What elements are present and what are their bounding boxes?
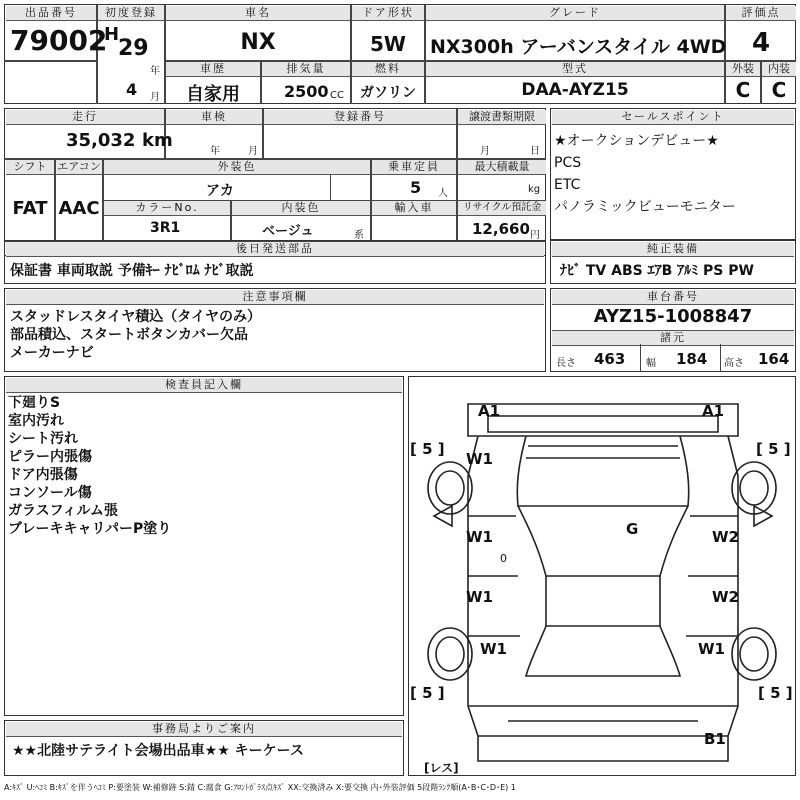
later-text: 保証書 車両取説 予備ｷｰ ﾅﾋﾞﾛﾑ ﾅﾋﾞ取説 (10, 263, 254, 279)
int-grade: C (771, 78, 787, 102)
chassis-label: 車台番号 (552, 290, 794, 305)
score-label: 評価点 (726, 6, 796, 21)
inspect-year-unit: 年 (210, 146, 220, 157)
reg-month: 4 (126, 80, 138, 99)
fuel-label: 燃料 (352, 62, 424, 77)
colorno-label: カラーNo. (104, 201, 230, 216)
era: H (104, 24, 120, 45)
reg-year: 29 (118, 36, 149, 61)
grade: NX300h アーバンスタイル 4WD (430, 36, 727, 58)
history-label: 車歴 (166, 62, 260, 77)
color-label: 外装色 (104, 160, 370, 175)
spare-tire: [レス] (424, 761, 459, 775)
sales-point-item: ★オークションデビュー★ (554, 133, 719, 149)
mark-w1-rl: W1 (480, 640, 507, 658)
name-label: 車名 (166, 6, 350, 21)
month-unit: 月 (150, 92, 160, 103)
aircon: AAC (58, 198, 100, 219)
ac-label: エアコン (57, 160, 101, 173)
inspector-line-item: シート汚れ (8, 431, 78, 447)
recycle: 12,660 (472, 220, 530, 238)
recycle-unit: 円 (530, 230, 540, 241)
door-label: ドア形状 (352, 6, 424, 21)
year-unit: 年 (150, 66, 160, 77)
legend: A:ｷｽﾞ U:ﾍｺﾐ B:ｷｽﾞを伴うﾍｺﾐ P:要塗装 W:補修跡 S:錆 C:腐食 G:ﾌﾛﾝﾄｶﾞﾗｽ点ｷｽﾞ XX:交換済み X:要交換 内･外装評価 5段階ﾗﾝｸ順(A･B･C･D･E) 1 (4, 783, 516, 792)
sales-label: セールスポイント (552, 110, 794, 125)
inspector-line-item: 室内汚れ (8, 413, 64, 429)
mark-front-l: A1 (478, 402, 501, 420)
intcolor-label: 内装色 (232, 201, 370, 216)
chassis-number: AYZ15-1008847 (593, 306, 753, 327)
equip-label: 純正装備 (552, 242, 794, 257)
shift-label: シフト (6, 160, 54, 175)
int-color: ベージュ (262, 224, 314, 239)
inspector-list (8, 394, 171, 538)
inspect-label: 車検 (166, 110, 262, 125)
inspector-line-item: ガラスフィルム張 (8, 503, 118, 519)
transfer-day: 日 (530, 146, 540, 157)
transfer-label: 譲渡書類期限 (458, 110, 546, 125)
fuel: ガソリン (360, 85, 416, 101)
equip-text: ﾅﾋﾞ TV ABS ｴｱB ｱﾙﾐ PS PW (560, 263, 754, 279)
mileage-unit: km (142, 130, 173, 151)
intcolor-unit: 系 (354, 230, 364, 241)
import-label: 輸入車 (372, 201, 456, 216)
width: 184 (676, 350, 708, 368)
inspector-line-item: コンソール傷 (8, 485, 92, 501)
mark-w1-fl: W1 (466, 450, 493, 468)
mileage: 35,032 (66, 130, 136, 151)
cap-label: 乗車定員 (372, 160, 456, 175)
lot-label: 出品番号 (6, 6, 96, 21)
length: 463 (594, 350, 626, 368)
load-unit: kg (528, 184, 541, 195)
grade-label: グレード (426, 6, 724, 21)
disp-unit: CC (330, 90, 344, 101)
sales-point-item: PCS (554, 155, 582, 171)
mark-b1: B1 (704, 730, 726, 748)
history: 自家用 (186, 84, 240, 105)
color-no: 3R1 (150, 220, 181, 236)
notes-list (10, 308, 261, 362)
car-name: NX (240, 30, 276, 55)
load-label: 最大積載量 (458, 160, 546, 175)
mark-w1-l2: W1 (466, 528, 493, 546)
disp-label: 排気量 (262, 62, 350, 77)
inspector-line-item: ブレーキキャリパーP塗り (8, 521, 172, 537)
len-label: 長さ (556, 358, 576, 369)
mark-w1-l3: W1 (466, 588, 493, 606)
ext-grade: C (735, 78, 751, 102)
recycle-label: リサイクル預託金 (458, 201, 546, 216)
spec-label: 諸元 (552, 330, 794, 346)
sales-list (554, 130, 736, 218)
car-diagram (408, 376, 796, 776)
note-line-item: メーカーナビ (10, 345, 94, 361)
ext-color: アカ (206, 183, 234, 199)
later-label: 後日発送部品 (6, 242, 544, 257)
inspect-month-unit: 月 (248, 146, 258, 157)
inspector-line-item: ピラー内張傷 (8, 449, 92, 465)
inspector-line-item: 下廻りS (8, 395, 61, 411)
mileage-label: 走行 (6, 110, 164, 125)
height: 164 (758, 350, 790, 368)
note-line-item: 部品積込、スタートボタンカバー欠品 (10, 327, 248, 343)
capacity: 5 (410, 178, 422, 197)
hgt-label: 高さ (724, 358, 744, 369)
inspector-line-item: ドア内張傷 (8, 467, 78, 483)
int-label: 内装 (762, 62, 796, 77)
door-type: 5W (370, 32, 406, 56)
reg-label: 登録番号 (264, 110, 456, 125)
note-line-item: スタッドレスタイヤ積込（タイヤのみ） (10, 309, 262, 325)
tire-fr: [ 5 ] (756, 440, 791, 458)
model-label: 型式 (426, 62, 724, 77)
score: 4 (751, 28, 771, 58)
mark-w2-r1: W2 (712, 528, 739, 546)
wid-label: 幅 (646, 358, 656, 369)
sales-point-item: ETC (554, 177, 581, 193)
ext-label: 外装 (726, 62, 760, 77)
mark-w2-r2: W2 (712, 588, 739, 606)
office-text: ★★北陸サテライト会場出品車★★ キーケース (12, 743, 304, 759)
sales-point-item: パノラミックビューモニター (554, 199, 736, 215)
notes-label: 注意事項欄 (6, 290, 544, 305)
tire-rl: [ 5 ] (410, 684, 445, 702)
tire-fl: [ 5 ] (410, 440, 445, 458)
inspector-label: 検査員記入欄 (6, 378, 402, 393)
zero-mark: 0 (500, 552, 507, 565)
mark-front-r: A1 (702, 402, 725, 420)
first-reg-label: 初度登録 (98, 6, 164, 21)
lot-number: 79002 (10, 24, 108, 57)
cap-unit: 人 (438, 188, 448, 199)
model: DAA-AYZ15 (521, 80, 629, 100)
transfer-month: 月 (480, 146, 490, 157)
shift: FAT (12, 198, 48, 219)
mark-g: G (626, 520, 639, 538)
mark-w1-rr: W1 (698, 640, 725, 658)
displacement: 2500 (284, 82, 329, 101)
tire-rr: [ 5 ] (758, 684, 793, 702)
office-label: 事務局よりご案内 (6, 722, 402, 737)
